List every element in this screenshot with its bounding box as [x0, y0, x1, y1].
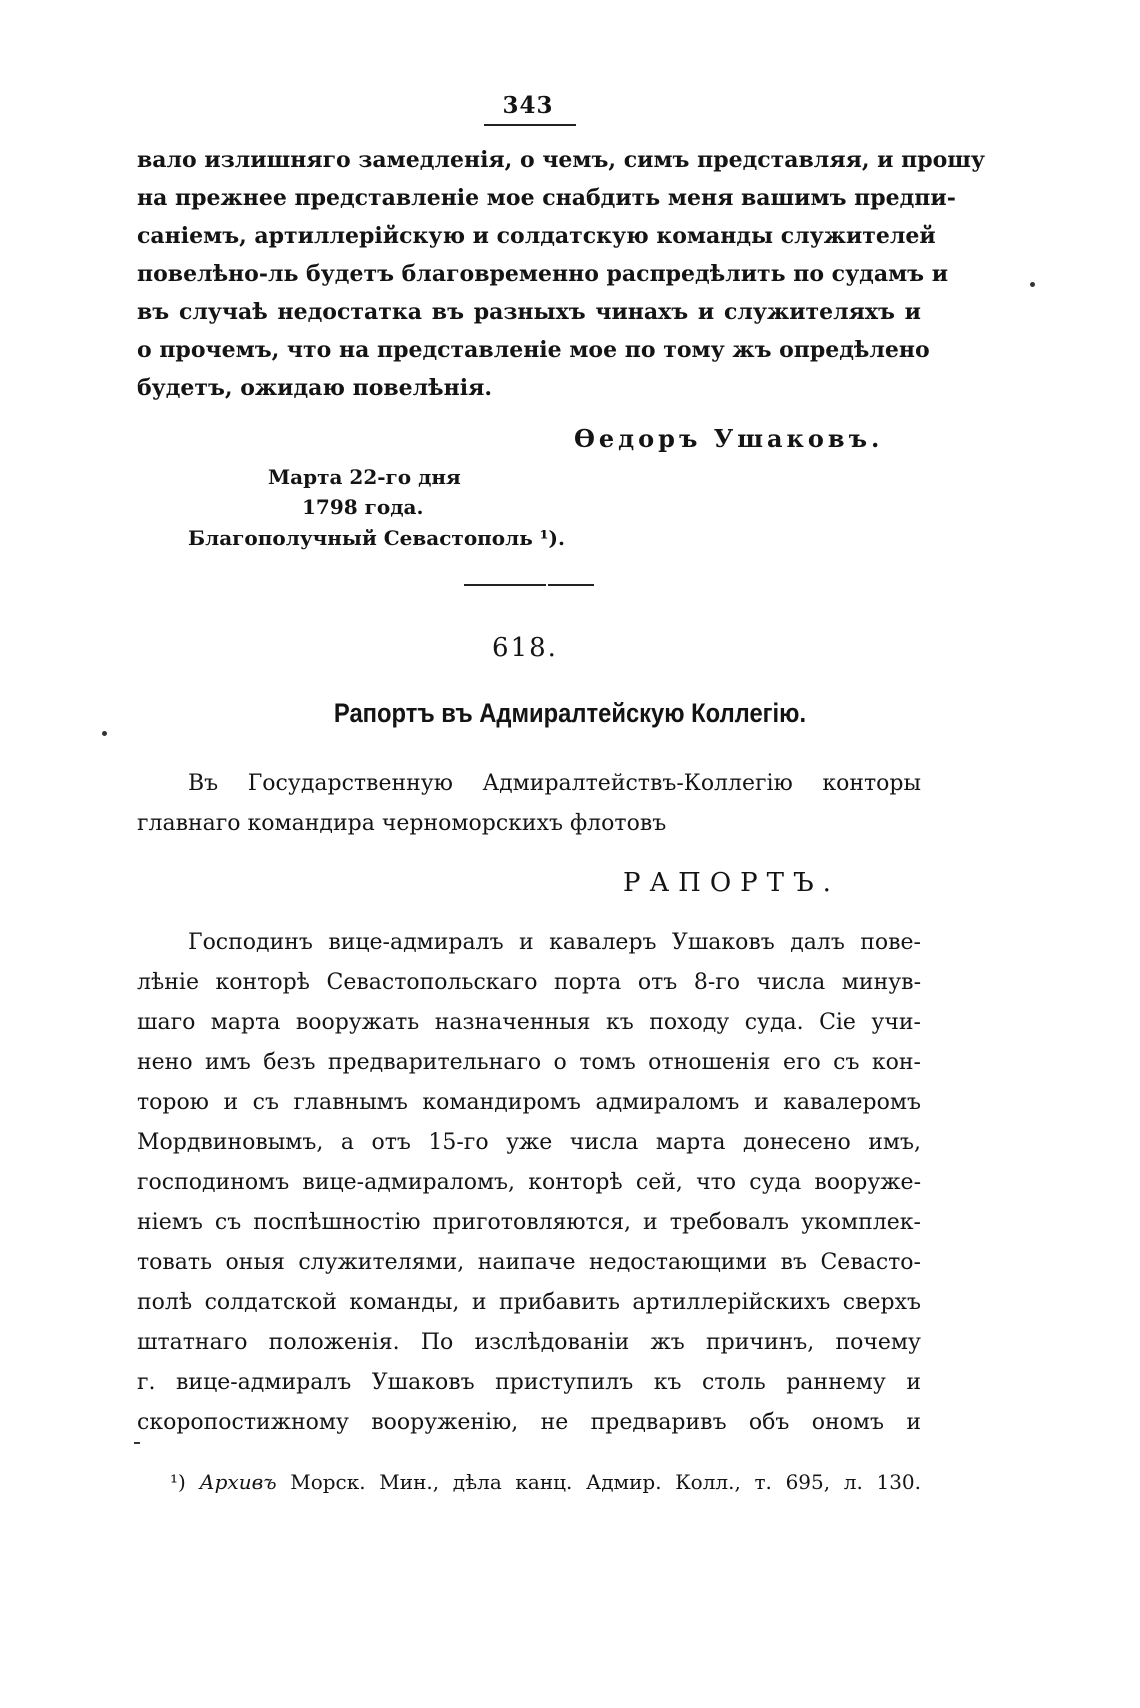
text-line: господиномъ вице-адмираломъ, конторѣ сей, что суда вооруже-: [137, 1170, 921, 1195]
text-line: на прежнее представленіе мое снабдить меня вашимъ предпи-: [137, 185, 956, 211]
text-line: повелѣно-ль будетъ благовременно распредѣлить по судамъ и: [137, 261, 949, 287]
text-line: скоропостижному вооруженію, не предваривъ объ ономъ и: [137, 1410, 921, 1435]
text-line: полѣ солдатской команды, и прибавить артиллерійскихъ сверхъ: [137, 1290, 921, 1315]
text-line: Мордвиновымъ, а отъ 15-го уже числа марта донесено имъ,: [137, 1130, 921, 1155]
text-line: ніемъ съ поспѣшностію приготовляются, и требовалъ укомплек-: [137, 1210, 921, 1235]
scan-speck: [134, 1442, 140, 1444]
text-line: саніемъ, артиллерійскую и солдатскую команды служителей: [137, 223, 936, 249]
text-line: штатнаго положенія. По изслѣдованіи жъ причинъ, почему: [137, 1330, 921, 1355]
document-title: Рапортъ въ Адмиралтейскую Коллегію.: [333, 698, 807, 728]
date-place-line: Благополучный Севастополь ¹).: [188, 526, 565, 550]
text-line: будетъ, ожидаю повелѣнія.: [137, 375, 492, 401]
separator-rule: [464, 584, 546, 586]
document-number: 618.: [492, 633, 558, 663]
scan-speck: [1030, 282, 1035, 287]
text-line: о прочемъ, что на представленіе мое по тому жъ опредѣлено: [137, 337, 930, 363]
footnote: [170, 1470, 921, 1494]
page-number: 343: [502, 92, 554, 119]
separator-rule: [548, 584, 594, 586]
date-line: Марта 22-го дня: [268, 465, 461, 489]
text-line: вало излишняго замедленія, о чемъ, симъ представляя, и прошу: [137, 147, 985, 173]
text-line: нено имъ безъ предварительнаго о томъ отношенія его съ кон-: [137, 1050, 921, 1075]
text-line: лѣніе конторѣ Севастопольскаго порта отъ 8-го числа минув-: [137, 970, 921, 995]
signature: Ѳедоръ Ушаковъ.: [574, 424, 884, 453]
footnote-text: Морск. Мин., дѣла канц. Адмир. Колл., т. 695, л. 130.: [290, 1470, 921, 1494]
scan-speck: [102, 731, 107, 736]
raport-heading: РАПОРТЪ.: [623, 868, 840, 898]
date-line: 1798 года.: [302, 495, 424, 519]
text-line: торою и съ главнымъ командиромъ адмираломъ и кавалеромъ: [137, 1090, 921, 1115]
address-line: главнаго командира черноморскихъ флотовъ: [137, 811, 667, 836]
page-number-underline: [484, 124, 576, 126]
footnote-marker: ¹): [170, 1470, 186, 1494]
text-line: въ случаѣ недостатка въ разныхъ чинахъ и служителяхъ и: [137, 299, 921, 325]
text-line: шаго марта вооружать назначенныя къ походу суда. Сіе учи-: [137, 1010, 921, 1035]
text-line: г. вице-адмиралъ Ушаковъ приступилъ къ столь раннему и: [137, 1370, 921, 1395]
footnote-archive: Архивъ: [199, 1470, 277, 1494]
address-line: Въ Государственную Адмиралтействъ-Коллегію конторы: [188, 771, 921, 796]
text-line: товать оныя служителями, наипаче недостающими въ Севасто-: [137, 1250, 921, 1275]
text-line: Господинъ вице-адмиралъ и кавалеръ Ушаковъ далъ пове-: [188, 930, 921, 955]
